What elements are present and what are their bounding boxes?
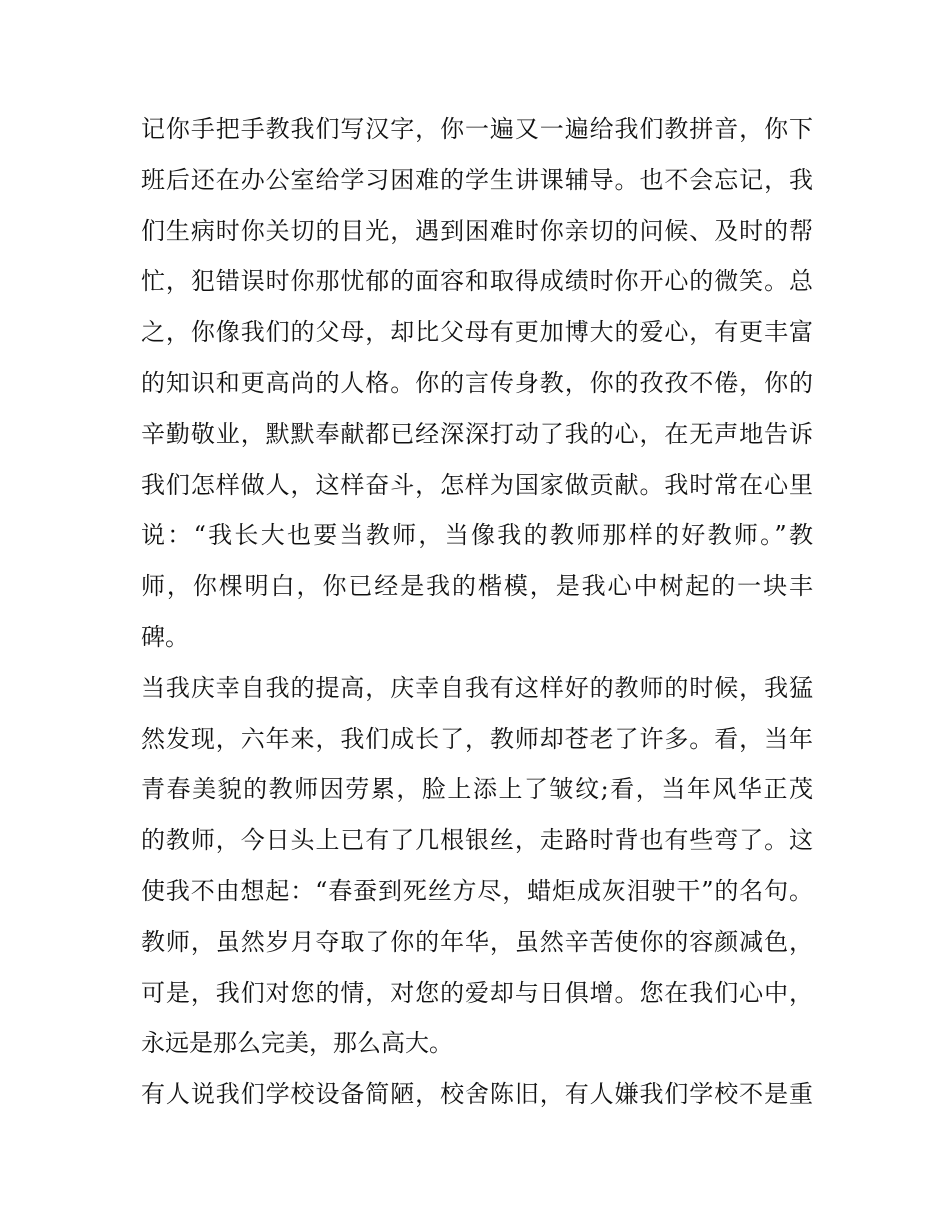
text-line: 当我庆幸自我的提高，庆幸自我有这样好的教师的时候，我猛 xyxy=(141,673,813,702)
text-line: 忙，犯错误时你那忧郁的面容和取得成绩时你开心的微笑。总 xyxy=(141,267,813,296)
text-line: 青春美貌的教师因劳累，脸上添上了皱纹;看，当年风华正茂 xyxy=(141,775,813,804)
text-line: 辛勤敬业，默默奉献都已经深深打动了我的心，在无声地告诉 xyxy=(141,419,813,448)
text-line: 然发现，六年来，我们成长了，教师却苍老了许多。看，当年 xyxy=(141,724,813,753)
text-line: 记你手把手教我们写汉字，你一遍又一遍给我们教拼音，你下 xyxy=(141,115,813,143)
text-line: 师，你棵明白，你已经是我的楷模，是我心中树起的一块丰 xyxy=(141,572,813,601)
text-line: 教师，虽然岁月夺取了你的年华，虽然辛苦使你的容颜减色， xyxy=(141,927,813,956)
text-line: 的教师，今日头上已有了几根银丝，走路时背也有些弯了。这 xyxy=(141,826,813,855)
text-line: 有人说我们学校设备简陋，校舍陈旧，有人嫌我们学校不是重 xyxy=(141,1080,813,1109)
text-line: 之，你像我们的父母，却比父母有更加博大的爱心，有更丰富 xyxy=(141,318,813,347)
body-text xyxy=(141,104,813,1120)
text-line: 可是，我们对您的情，对您的爱却与日俱增。您在我们心中， xyxy=(141,978,813,1007)
text-line: 的知识和更高尚的人格。你的言传身教，你的孜孜不倦，你的 xyxy=(141,368,813,397)
text-line: 们生病时你关切的目光，遇到困难时你亲切的问候、及时的帮 xyxy=(141,216,813,245)
text-line: 永远是那么完美，那么高大。 xyxy=(141,1029,453,1058)
text-line: 使我不由想起：“春蚕到死丝方尽，蜡炬成灰泪驶干”的名句。 xyxy=(141,876,813,905)
text-line: 说：“我长大也要当教师，当像我的教师那样的好教师。”教 xyxy=(141,521,813,550)
text-line: 班后还在办公室给学习困难的学生讲课辅导。也不会忘记，我 xyxy=(141,165,813,194)
text-line: 我们怎样做人，这样奋斗，怎样为国家做贡献。我时常在心里 xyxy=(141,470,813,499)
text-line: 碑。 xyxy=(141,622,189,651)
